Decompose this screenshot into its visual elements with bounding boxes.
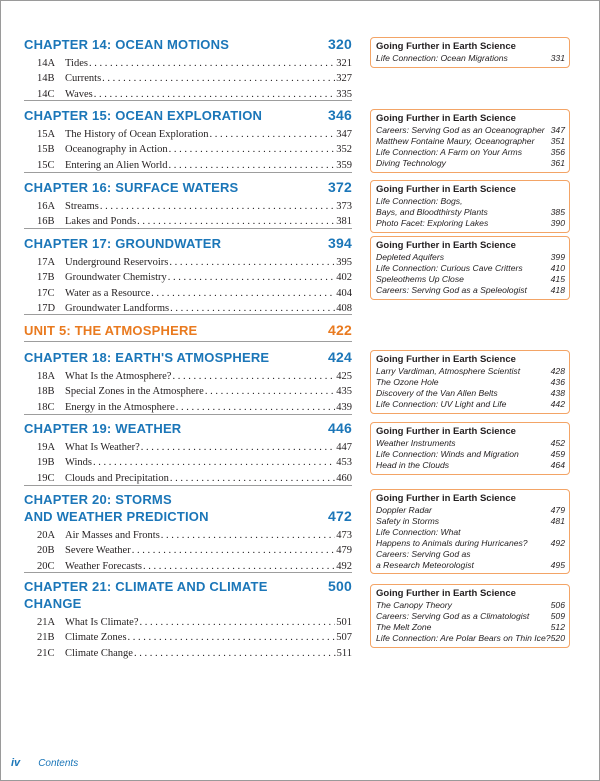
section-number: 19A: [37, 442, 56, 453]
section-page: 473: [336, 530, 352, 541]
box-item-label: a Research Meteorologist: [376, 559, 474, 570]
section-page: 327: [336, 73, 352, 85]
section-title: Air Masses and Fronts: [65, 530, 160, 541]
section-title: Streams: [65, 201, 99, 212]
section-number: 17D: [37, 302, 56, 314]
page-footer: [11, 757, 78, 769]
chapter-page: 472: [328, 508, 352, 524]
chapter-title: CHAPTER 17: GROUNDWATER: [24, 236, 222, 251]
section-page: 373: [336, 201, 352, 212]
section-entry[interactable]: [24, 142, 352, 157]
section-page: 511: [336, 647, 352, 659]
section-title: Currents: [65, 73, 102, 85]
leader-dots: [141, 440, 335, 455]
box-item-label: Weather Instruments: [376, 438, 456, 448]
section-page: 425: [336, 371, 352, 382]
box-item[interactable]: [376, 388, 565, 399]
section-page: 381: [336, 216, 352, 228]
section-entry[interactable]: [24, 471, 352, 486]
chapter-page: 372: [328, 179, 352, 195]
box-item-label: Depleted Aquifers: [376, 252, 444, 262]
section-entry[interactable]: [24, 286, 352, 301]
box-item-label: Life Connection: Ocean Migrations: [376, 53, 508, 63]
box-item[interactable]: [376, 274, 565, 285]
section-page: 347: [336, 129, 352, 140]
box-item[interactable]: [376, 53, 565, 64]
section-page: 479: [336, 545, 352, 557]
section-number: 17C: [37, 287, 55, 299]
chapter-title: CHAPTER 15: OCEAN EXPLORATION: [24, 108, 263, 123]
box-item[interactable]: [376, 538, 565, 549]
leader-dots: [161, 528, 335, 543]
section-number: 21C: [37, 647, 55, 659]
going-further-box: [370, 180, 570, 233]
section-title: Entering an Alien World: [65, 159, 168, 171]
section-entry[interactable]: [24, 528, 352, 543]
leader-dots: [176, 400, 336, 415]
chapter-15: [24, 107, 352, 173]
box-item-label: Diving Technology: [376, 157, 446, 168]
box-title: Going Further in Earth Science: [376, 41, 516, 52]
box-item-label: Life Connection: Are Polar Bears on Thin Ice?: [376, 632, 551, 643]
box-item[interactable]: [376, 549, 565, 560]
section-title: Clouds and Precipitation: [65, 472, 169, 484]
section-title: Underground Reservoirs: [65, 257, 169, 268]
section-entry[interactable]: [24, 71, 352, 86]
section-number: 15B: [37, 144, 55, 156]
box-item-page: 361: [550, 157, 565, 168]
leader-dots: [205, 384, 335, 399]
leader-dots: [168, 270, 335, 285]
section-number: 19C: [37, 472, 55, 484]
going-further-box: [370, 489, 570, 574]
box-item[interactable]: [376, 460, 565, 471]
section-page: 435: [336, 386, 352, 398]
section-number: 20C: [37, 560, 55, 572]
section-entry[interactable]: [24, 440, 352, 455]
section-title: What Is Climate?: [65, 617, 139, 628]
box-item-page: 495: [550, 559, 565, 570]
divider: [24, 572, 352, 573]
chapter-heading[interactable]: [24, 235, 352, 252]
section-title: Climate Zones: [65, 632, 127, 644]
box-item-label: Larry Vardiman, Atmosphere Scientist: [376, 366, 521, 376]
box-item-label: Careers: Serving God as an Oceanographer: [376, 125, 545, 135]
section-page: 501: [336, 617, 352, 628]
section-number: 20A: [37, 530, 56, 541]
box-item-label: Discovery of the Van Allen Belts: [376, 387, 498, 398]
section-page: 321: [336, 58, 352, 69]
going-further-box: [370, 350, 570, 414]
box-item-label: Head in the Clouds: [376, 459, 450, 470]
box-item[interactable]: [376, 527, 565, 538]
box-item[interactable]: [376, 505, 565, 516]
section-entry[interactable]: [24, 630, 352, 645]
chapter-title-line2: AND WEATHER PREDICTION: [24, 509, 209, 524]
section-number: 16B: [37, 216, 55, 228]
box-title: Going Further in Earth Science: [376, 354, 516, 365]
box-title: Going Further in Earth Science: [376, 113, 516, 124]
box-item-label: Life Connection: A Farm on Your Arms: [376, 146, 523, 157]
section-page: 492: [336, 560, 352, 572]
section-entry[interactable]: [24, 384, 352, 399]
leader-dots: [169, 255, 335, 270]
section-title: Weather Forecasts: [65, 560, 142, 572]
section-page: 408: [336, 302, 352, 314]
section-entry[interactable]: [24, 400, 352, 415]
leader-dots: [132, 543, 336, 558]
section-number: 14C: [37, 88, 55, 100]
section-page: 352: [336, 144, 352, 156]
chapter-heading[interactable]: [24, 491, 352, 525]
box-item-label: Life Connection: Bogs,: [376, 196, 463, 206]
section-page: 404: [336, 287, 352, 299]
box-item[interactable]: [376, 147, 565, 158]
unit-5: [24, 322, 352, 339]
box-item-page: 415: [550, 273, 565, 284]
box-item-page: 351: [550, 135, 565, 146]
chapter-heading[interactable]: [24, 179, 352, 196]
section-page: 460: [336, 472, 352, 484]
box-item-label: Careers: Serving God as: [376, 548, 471, 559]
going-further-box: [370, 109, 570, 173]
box-item-label: Bays, and Bloodthirsty Plants: [376, 206, 488, 217]
divider: [24, 485, 352, 486]
box-item-page: 452: [550, 438, 565, 448]
section-entry[interactable]: [24, 199, 352, 214]
box-item-label: Life Connection: Curious Cave Critters: [376, 262, 523, 273]
section-number: 17B: [37, 272, 55, 284]
box-title: Going Further in Earth Science: [376, 184, 516, 195]
box-item-page: 479: [550, 505, 565, 515]
box-item-label: Careers: Serving God as a Speleologist: [376, 284, 527, 295]
section-entry[interactable]: [24, 455, 352, 470]
leader-dots: [170, 471, 335, 486]
box-item-page: 436: [550, 376, 565, 387]
leader-dots: [209, 127, 335, 142]
box-item-page: 390: [550, 217, 565, 228]
chapter-20: [24, 491, 352, 574]
box-item[interactable]: [376, 366, 565, 377]
box-item[interactable]: [376, 622, 565, 633]
chapter-heading[interactable]: [24, 349, 352, 366]
box-item-label: The Canopy Theory: [376, 600, 452, 610]
section-number: 14A: [37, 58, 56, 69]
chapter-19: [24, 420, 352, 486]
section-entry[interactable]: [24, 158, 352, 173]
chapter-title: CHAPTER 21: CLIMATE AND CLIMATE CHANGE: [24, 579, 268, 611]
box-item-page: 356: [550, 146, 565, 157]
divider: [24, 414, 352, 415]
chapter-title: CHAPTER 18: EARTH'S ATMOSPHERE: [24, 350, 270, 365]
section-title: Tides: [65, 58, 88, 69]
section-number: 19B: [37, 457, 55, 469]
box-item-page: 410: [550, 262, 565, 273]
box-item-page: 506: [550, 600, 565, 610]
box-item[interactable]: [376, 399, 565, 410]
box-item[interactable]: [376, 560, 565, 571]
section-title: Winds: [65, 457, 92, 469]
divider: [24, 228, 352, 229]
section-title: The History of Ocean Exploration: [65, 129, 209, 140]
box-item-label: Life Connection: Winds and Migration: [376, 448, 519, 459]
unit-title: UNIT 5: THE ATMOSPHERE: [24, 323, 198, 338]
box-item[interactable]: [376, 125, 565, 136]
section-number: 15A: [37, 129, 56, 140]
divider: [24, 341, 352, 342]
box-item[interactable]: [376, 600, 565, 611]
section-page: 447: [336, 442, 352, 453]
section-page: 507: [336, 632, 352, 644]
section-title: Special Zones in the Atmosphere: [65, 386, 204, 398]
box-item-label: Life Connection: UV Light and Life: [376, 398, 507, 409]
box-item-page: 442: [550, 398, 565, 409]
section-title: Climate Change: [65, 647, 133, 659]
section-entry[interactable]: [24, 127, 352, 142]
box-item-label: Doppler Radar: [376, 505, 432, 515]
box-item-page: 399: [550, 252, 565, 262]
section-entry[interactable]: [24, 615, 352, 630]
section-number: 18C: [37, 401, 55, 413]
section-number: 18B: [37, 386, 55, 398]
box-item[interactable]: [376, 252, 565, 263]
box-item-page: 331: [550, 53, 565, 63]
box-item-page: 520: [550, 632, 565, 643]
section-title: Oceanography in Action: [65, 144, 168, 156]
box-item[interactable]: [376, 196, 565, 207]
box-item-label: Happens to Animals during Hurricanes?: [376, 537, 528, 548]
section-title: What Is Weather?: [65, 442, 140, 453]
section-page: 359: [336, 159, 352, 171]
going-further-box: [370, 236, 570, 300]
chapter-title: CHAPTER 14: OCEAN MOTIONS: [24, 37, 230, 52]
leader-dots: [102, 71, 335, 86]
box-item-label: Speleothems Up Close: [376, 273, 464, 284]
chapter-17: [24, 235, 352, 316]
box-item-label: Careers: Serving God as a Climatologist: [376, 610, 530, 621]
box-item[interactable]: [376, 611, 565, 622]
section-entry[interactable]: [24, 56, 352, 71]
box-item[interactable]: [376, 158, 565, 169]
leader-dots: [168, 158, 335, 173]
chapter-21: [24, 578, 352, 661]
box-item[interactable]: [376, 449, 565, 460]
unit-page: 422: [328, 322, 352, 338]
chapter-page: 320: [328, 36, 352, 52]
footer-label: Contents: [38, 758, 79, 769]
leader-dots: [134, 646, 336, 661]
section-page: 395: [336, 257, 352, 268]
divider: [24, 100, 352, 101]
going-further-box: [370, 37, 570, 68]
section-number: 17A: [37, 257, 56, 268]
section-title: Severe Weather: [65, 545, 131, 557]
chapter-page: 500: [328, 578, 352, 594]
section-entry[interactable]: [24, 270, 352, 285]
chapter-heading[interactable]: [24, 420, 352, 437]
box-title: Going Further in Earth Science: [376, 493, 516, 504]
section-number: 21B: [37, 632, 55, 644]
section-number: 16A: [37, 201, 56, 212]
chapter-title: CHAPTER 19: WEATHER: [24, 421, 182, 436]
box-item-page: 459: [550, 448, 565, 459]
box-item-label: The Melt Zone: [376, 621, 432, 632]
section-entry[interactable]: [24, 369, 352, 384]
box-item-page: 512: [550, 621, 565, 632]
leader-dots: [89, 56, 335, 71]
section-entry[interactable]: [24, 255, 352, 270]
box-item-label: The Ozone Hole: [376, 376, 439, 387]
box-item[interactable]: [376, 516, 565, 527]
box-item-page: 347: [550, 125, 565, 135]
section-title: Energy in the Atmosphere: [65, 401, 175, 413]
box-item-page: 481: [550, 515, 565, 526]
box-title: Going Further in Earth Science: [376, 426, 516, 437]
section-page: 402: [336, 272, 352, 284]
section-number: 18A: [37, 371, 56, 382]
chapter-title: CHAPTER 16: SURFACE WATERS: [24, 180, 239, 195]
divider: [24, 314, 352, 315]
unit-heading[interactable]: [24, 322, 352, 339]
section-title: What Is the Atmosphere?: [65, 371, 172, 382]
section-number: 20B: [37, 545, 55, 557]
box-item-label: Matthew Fontaine Maury, Oceanographer: [376, 135, 535, 146]
leader-dots: [172, 369, 335, 384]
leader-dots: [100, 199, 335, 214]
section-title: Groundwater Landforms: [65, 302, 170, 314]
box-item[interactable]: [376, 633, 565, 644]
going-further-box: [370, 422, 570, 475]
section-page: 439: [336, 401, 352, 413]
chapter-page: 424: [328, 349, 352, 365]
section-entry[interactable]: [24, 543, 352, 558]
box-item[interactable]: [376, 285, 565, 296]
box-item-label: Photo Facet: Exploring Lakes: [376, 217, 489, 228]
going-further-box: [370, 584, 570, 648]
box-item-page: 492: [550, 537, 565, 548]
box-title: Going Further in Earth Science: [376, 588, 516, 599]
section-title: Waves: [65, 88, 93, 100]
box-item-page: 418: [550, 284, 565, 295]
section-title: Lakes and Ponds: [65, 216, 137, 228]
chapter-page: 446: [328, 420, 352, 436]
section-title: Groundwater Chemistry: [65, 272, 167, 284]
section-page: 335: [336, 88, 352, 100]
section-entry[interactable]: [24, 646, 352, 661]
chapter-18: [24, 349, 352, 415]
section-title: Water as a Resource: [65, 287, 151, 299]
section-number: 14B: [37, 73, 55, 85]
box-title: Going Further in Earth Science: [376, 240, 516, 251]
chapter-14: [24, 36, 352, 102]
section-page: 453: [336, 457, 352, 469]
box-item-page: 464: [550, 459, 565, 470]
chapter-page: 394: [328, 235, 352, 251]
section-number: 21A: [37, 617, 56, 628]
chapter-page: 346: [328, 107, 352, 123]
box-item-page: 509: [550, 610, 565, 621]
box-item[interactable]: [376, 263, 565, 274]
page-folio: iv: [11, 757, 21, 769]
leader-dots: [139, 615, 335, 630]
leader-dots: [128, 630, 336, 645]
box-item-page: 385: [550, 206, 565, 217]
chapter-title: CHAPTER 20: STORMS: [24, 492, 172, 507]
box-item[interactable]: [376, 136, 565, 147]
chapter-16: [24, 179, 352, 230]
box-item[interactable]: [376, 438, 565, 449]
leader-dots: [93, 455, 335, 470]
leader-dots: [169, 142, 336, 157]
chapter-heading[interactable]: [24, 107, 352, 124]
box-item-page: 428: [550, 366, 565, 376]
chapter-heading[interactable]: [24, 578, 352, 612]
box-item[interactable]: [376, 207, 565, 218]
box-item-page: 438: [550, 387, 565, 398]
box-item[interactable]: [376, 377, 565, 388]
box-item[interactable]: [376, 218, 565, 229]
leader-dots: [151, 286, 335, 301]
box-item-label: Safety in Storms: [376, 515, 440, 526]
chapter-heading[interactable]: [24, 36, 352, 53]
divider: [24, 172, 352, 173]
section-number: 15C: [37, 159, 55, 171]
box-item-label: Life Connection: What: [376, 526, 461, 537]
